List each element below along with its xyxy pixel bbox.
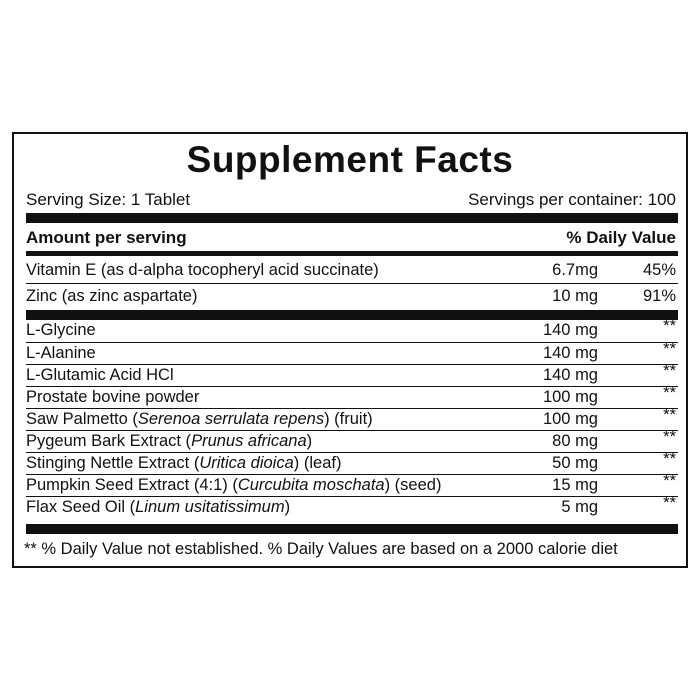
- divider-thick: [26, 213, 678, 223]
- ingredient-amount: 100 mg: [542, 410, 598, 428]
- ingredient-daily-value: **: [663, 406, 676, 424]
- ingredient-amount: 15 mg: [552, 476, 598, 494]
- nutrient-name: Zinc (as zinc aspartate): [26, 287, 198, 305]
- ingredient-daily-value: **: [663, 340, 676, 358]
- ingredient-amount: 80 mg: [552, 432, 598, 450]
- divider-header: [26, 251, 678, 256]
- ingredient-name: Pumpkin Seed Extract (4:1) (Curcubita moschata) (seed): [26, 476, 442, 494]
- ingredient-row: [26, 386, 676, 408]
- ingredient-row: [26, 364, 676, 386]
- amount-per-serving-label: Amount per serving: [26, 228, 187, 247]
- ingredient-name: L-Glycine: [26, 321, 96, 339]
- nutrient-row-zinc: [26, 285, 676, 307]
- ingredient-name: Flax Seed Oil (Linum usitatissimum): [26, 498, 291, 516]
- ingredient-daily-value: **: [663, 472, 676, 490]
- ingredient-amount: 50 mg: [552, 454, 598, 472]
- column-header: [26, 227, 676, 249]
- servings-per-container: Servings per container: 100: [468, 190, 676, 209]
- footnote: ** % Daily Value not established. % Daily Values are based on a 2000 calorie diet: [24, 540, 618, 558]
- ingredient-amount: 5 mg: [561, 498, 598, 516]
- nutrient-name: Vitamin E (as d-alpha tocopheryl acid succinate): [26, 261, 379, 279]
- ingredient-row: [26, 474, 676, 496]
- ingredient-daily-value: **: [663, 362, 676, 380]
- ingredient-row: [26, 496, 676, 518]
- panel-title: Supplement Facts: [186, 139, 514, 180]
- nutrient-amount: 10 mg: [552, 287, 598, 305]
- ingredient-name: L-Glutamic Acid HCl: [26, 366, 174, 384]
- ingredient-row: [26, 408, 676, 430]
- nutrient-amount: 6.7mg: [552, 261, 598, 279]
- ingredient-daily-value: **: [663, 384, 676, 402]
- ingredient-name: Pygeum Bark Extract (Prunus africana): [26, 432, 313, 450]
- ingredient-amount: 140 mg: [542, 344, 598, 362]
- nutrient-daily-value: 45%: [642, 261, 676, 279]
- ingredient-name: Prostate bovine powder: [26, 388, 200, 406]
- ingredient-name: L-Alanine: [26, 344, 96, 362]
- ingredient-amount: 140 mg: [542, 366, 598, 384]
- ingredient-name: Saw Palmetto (Serenoa serrulata repens) (fruit): [26, 410, 373, 428]
- ingredient-name: Stinging Nettle Extract (Uritica dioica) (leaf): [26, 454, 342, 472]
- daily-value-label: % Daily Value: [566, 228, 676, 247]
- ingredient-row: [26, 430, 676, 452]
- ingredient-daily-value: **: [663, 494, 676, 512]
- ingredient-daily-value: **: [663, 450, 676, 468]
- row-divider: [26, 283, 678, 284]
- nutrient-daily-value: 91%: [642, 287, 676, 305]
- ingredient-daily-value: **: [663, 317, 676, 335]
- ingredient-row: [26, 342, 676, 364]
- ingredient-daily-value: **: [663, 428, 676, 446]
- divider-bottom: [26, 524, 678, 534]
- ingredient-row: [26, 452, 676, 474]
- serving-info: [26, 190, 676, 210]
- serving-size: Serving Size: 1 Tablet: [26, 190, 191, 209]
- ingredient-amount: 140 mg: [542, 321, 598, 339]
- ingredient-row: [26, 319, 676, 341]
- ingredient-amount: 100 mg: [542, 388, 598, 406]
- supplement-facts-panel: [12, 132, 688, 568]
- nutrient-row-vitamin-e: [26, 259, 676, 281]
